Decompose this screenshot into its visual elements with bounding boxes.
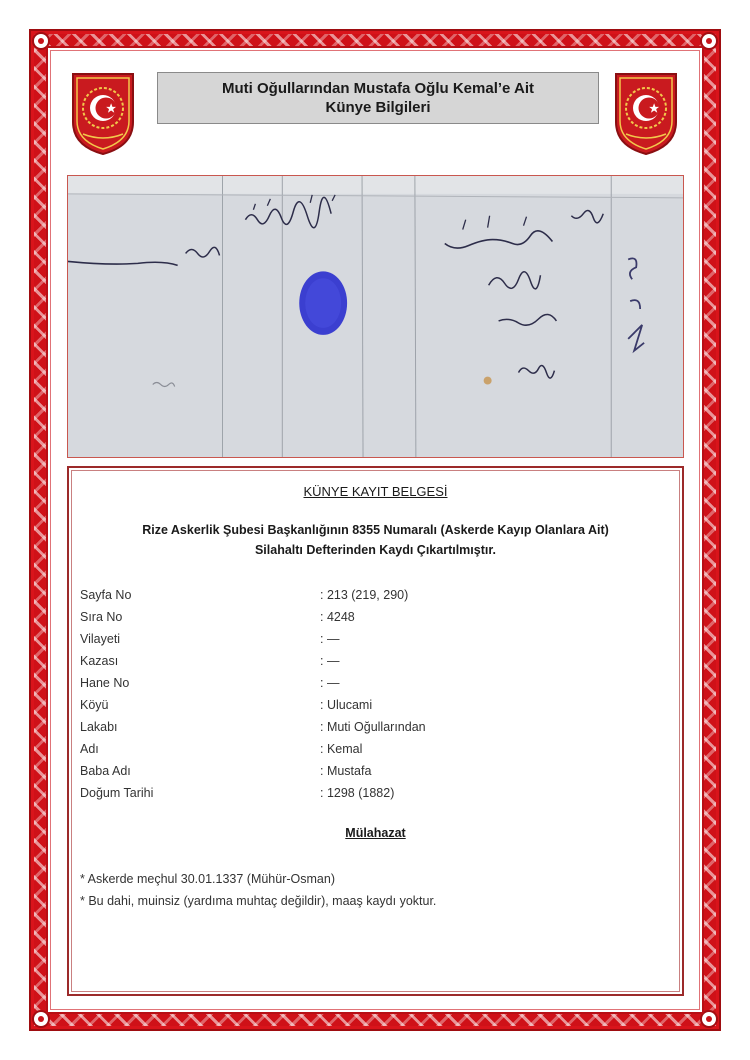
notes-title: Mülahazat <box>345 826 406 840</box>
notes-list <box>80 872 670 916</box>
field-row-koyu <box>80 698 660 720</box>
field-value: : 4248 <box>320 610 355 624</box>
document-subtitle <box>67 520 684 560</box>
field-label: Sayfa No <box>80 588 132 602</box>
field-value: : 213 (219, 290) <box>320 588 409 602</box>
field-label: Hane No <box>80 676 130 690</box>
field-value: : Ulucami <box>320 698 373 712</box>
field-label: Adı <box>80 742 99 756</box>
field-value: : 1298 (1882) <box>320 786 395 800</box>
field-row-kazasi <box>80 654 660 676</box>
header-title-box <box>157 72 599 124</box>
emblem-left-icon <box>69 70 137 156</box>
header-title-line2: Künye Bilgileri <box>325 99 431 116</box>
document-title: KÜNYE KAYIT BELGESİ <box>303 484 448 499</box>
field-value: : Mustafa <box>320 764 372 778</box>
field-row-hane-no <box>80 676 660 698</box>
field-label: Baba Adı <box>80 764 131 778</box>
header-title-line1: Muti Oğullarından Mustafa Oğlu Kemal’e Ait <box>222 80 534 97</box>
field-value: : — <box>320 632 340 646</box>
emblem-right-icon <box>612 70 680 156</box>
field-row-lakabi <box>80 720 660 742</box>
field-row-sayfa-no <box>80 588 660 610</box>
document-subtitle-line1: Rize Askerlik Şubesi Başkanlığının 8355 Numaralı (Askerde Kayıp Olanlara Ait) <box>142 523 609 537</box>
document-subtitle-line2: Silahaltı Defterinden Kaydı Çıkartılmıştır. <box>254 543 497 557</box>
field-label: Köyü <box>80 698 109 712</box>
field-row-vilayeti <box>80 632 660 654</box>
field-value: : Muti Oğullarından <box>320 720 426 734</box>
field-value: : — <box>320 654 340 668</box>
note-item: * Askerde meçhul 30.01.1337 (Mühür-Osman) <box>80 872 335 886</box>
field-row-sira-no <box>80 610 660 632</box>
field-label: Doğum Tarihi <box>80 786 154 800</box>
note-item: * Bu dahi, muinsiz (yardıma muhtaç değildir), maaş kaydı yoktur. <box>80 894 437 908</box>
field-row-baba-adi <box>80 764 660 786</box>
field-value: : Kemal <box>320 742 363 756</box>
field-value: : — <box>320 676 340 690</box>
field-row-adi <box>80 742 660 764</box>
field-label: Sıra No <box>80 610 123 624</box>
record-fields <box>80 588 660 808</box>
field-label: Kazası <box>80 654 119 668</box>
field-label: Lakabı <box>80 720 118 734</box>
field-label: Vilayeti <box>80 632 121 646</box>
field-row-dogum-tarihi <box>80 786 660 808</box>
manuscript-scan-image <box>67 175 684 458</box>
